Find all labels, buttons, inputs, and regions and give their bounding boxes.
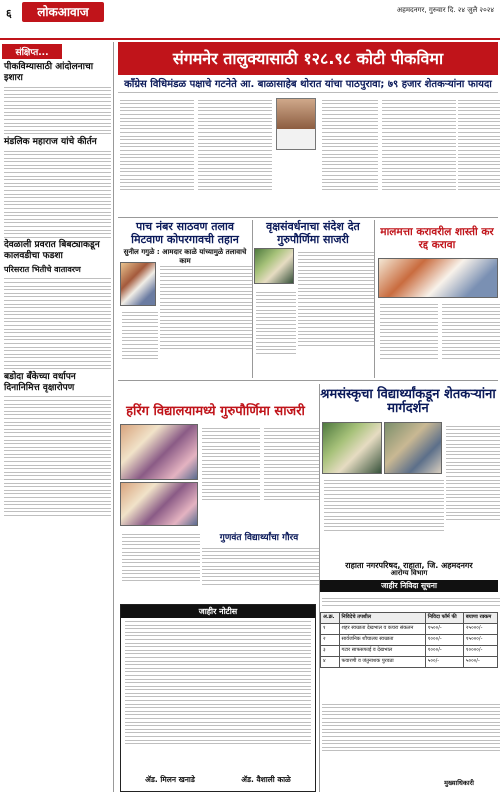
advocate-1-block — [125, 773, 215, 787]
tender-header-row — [321, 613, 498, 624]
advocate-1-name: ॲड. मिलन खनाडे — [145, 775, 195, 784]
lead-col-5 — [458, 97, 500, 217]
table-cell: १ — [321, 624, 340, 635]
tender-table — [320, 612, 498, 668]
table-cell: ५००/- — [425, 657, 463, 668]
table-cell: शहर स्वच्छता देखभाल व कचरा संकलन — [339, 624, 425, 635]
brief-body-3 — [4, 278, 111, 369]
advocate-2-name: ॲड. वैशाली काळे — [241, 775, 291, 784]
table-cell: १५०००/- — [463, 635, 497, 646]
lake-story-headline: पाच नंबर साठवण तलाव मिटवाण कोपरगावची तहान — [131, 220, 239, 246]
lake-story-portrait — [120, 262, 156, 306]
table-row — [321, 657, 498, 668]
column-divider — [252, 220, 253, 378]
school-body-2 — [264, 425, 320, 527]
lake-story-body-2 — [122, 309, 158, 377]
brief-body-2 — [4, 151, 111, 238]
row-divider-1 — [118, 380, 498, 381]
tender-intro — [322, 595, 500, 611]
table-cell: ४ — [321, 657, 340, 668]
tender-signatory: मुख्याधिकारी — [444, 779, 474, 787]
malmatta-photo — [378, 258, 498, 298]
tender-banner: जाहीर निविदा सूचना — [320, 580, 498, 592]
brand-logo: लोकआवाज — [22, 2, 104, 22]
tender-table-wrap — [320, 612, 498, 668]
school-story-headline: हरिंग विद्यालयामध्ये गुरुपौर्णिमा साजरी — [126, 404, 305, 419]
advocate-2-block — [221, 773, 311, 787]
lake-story-body — [160, 263, 252, 377]
lead-col-4 — [382, 97, 456, 217]
lead-col-1 — [120, 97, 194, 217]
brief-headline-1: पीकविम्यासाठी आंदोलनाचा इशारा — [4, 62, 94, 83]
table-cell: १००००/- — [463, 646, 497, 657]
leader-portrait — [276, 98, 316, 150]
table-cell: १०००/- — [425, 646, 463, 657]
dateline: अहमदनगर, गुरुवार दि. २४ जुलै २०२४ — [396, 6, 494, 14]
tree-story-photo — [254, 248, 294, 284]
masthead — [0, 0, 500, 40]
brief-headline-3: देवळाली प्रवरात बिबट्याकडून कालवडीचा फडशा — [4, 240, 100, 262]
tender-col-header: बयाणा रक्कम — [463, 613, 497, 624]
table-row — [321, 646, 498, 657]
tree-story-body — [298, 249, 374, 377]
table-cell: २५०००/- — [463, 624, 497, 635]
table-cell: सार्वजनिक शौचालय स्वच्छता — [339, 635, 425, 646]
brief-subhead-3: परिसरात भितीचे वातावरण — [4, 265, 81, 275]
table-row — [321, 635, 498, 646]
shramsanskar-photo-1 — [322, 422, 382, 474]
tender-terms — [322, 701, 500, 775]
shramsanskar-headline: श्रमसंस्कृचा विद्यार्थ्यांकडून शेतकऱ्यांना मार्गदर्शन — [320, 387, 496, 416]
table-cell: फवारणी व जंतुनाशक पुरवठा — [339, 657, 425, 668]
column-divider — [319, 384, 320, 792]
school-photo-1 — [120, 424, 198, 480]
table-row — [321, 624, 498, 635]
table-cell: गटार साफसफाई व देखभाल — [339, 646, 425, 657]
lead-col-3 — [322, 97, 378, 217]
table-cell: ५०००/- — [463, 657, 497, 668]
table-cell: १५००/- — [425, 624, 463, 635]
school-photo-2 — [120, 482, 198, 526]
lake-story-subheadline: सुनील गगुळे : आमदार काळे यांच्यामुळे तलावाचे काम — [123, 248, 247, 265]
sidebar-briefs — [2, 42, 114, 792]
table-cell: २ — [321, 635, 340, 646]
malmatta-body-2 — [442, 301, 500, 381]
shramsanskar-body-2 — [324, 477, 444, 553]
meritorious-body — [122, 531, 200, 601]
shramsanskar-photo-2 — [384, 422, 442, 474]
tender-col-header: निविदा फॉर्म फी — [425, 613, 463, 624]
meritorious-body-2 — [202, 545, 320, 601]
brief-body-4 — [4, 396, 111, 516]
notice-body — [125, 621, 311, 744]
tree-story-headline: वृक्षसंवर्धनाचा संदेश देत गुरुपौर्णिमा साजरी — [266, 220, 360, 246]
notice-title: जाहीर नोटीस — [121, 605, 315, 618]
public-notice — [120, 604, 316, 792]
brief-body-1 — [4, 87, 111, 135]
ward-office-sub: आरोग्य विभाग — [390, 569, 428, 577]
tender-col-header: निविदेचे तपशील — [339, 613, 425, 624]
school-body — [202, 425, 260, 527]
section-label: संक्षिप्त... — [2, 44, 62, 59]
table-cell: ३ — [321, 646, 340, 657]
page-number: ६ — [6, 7, 12, 20]
brief-headline-4: बडोदा बँकेच्या वर्धापन दिनानिमित्त वृक्षारोपण — [4, 371, 76, 393]
main-headline: संगमनेर तालुक्यासाठी १२८.९८ कोटी पीकविमा — [118, 42, 498, 75]
table-cell: १०००/- — [425, 635, 463, 646]
malmatta-headline: मालमत्ता करावरील शास्ती कर रद्द करावा — [380, 226, 494, 251]
tree-story-body-2 — [256, 289, 296, 377]
column-divider — [374, 220, 375, 378]
tender-col-header: अ.क्र. — [321, 613, 340, 624]
shramsanskar-body — [446, 423, 500, 553]
ward-office: राहाता नगरपरिषद, राहाता, जि. अहमदनगर — [345, 561, 473, 570]
malmatta-body — [380, 301, 438, 381]
lead-story-body — [118, 96, 498, 218]
meritorious-headline: गुणवंत विद्यार्थ्यांचा गौरव — [219, 533, 299, 543]
main-subheadline: काँग्रेस विधिमंडळ पक्षाचे गटनेते आ. बाळासाहेब थोरात यांचा पाठपुरावा; ७९ हजार शेतकऱ्यांना फायदा — [118, 77, 498, 93]
lead-col-2 — [198, 97, 272, 217]
brief-headline-2: मंडलिक महाराज यांचे कीर्तन — [4, 136, 97, 147]
